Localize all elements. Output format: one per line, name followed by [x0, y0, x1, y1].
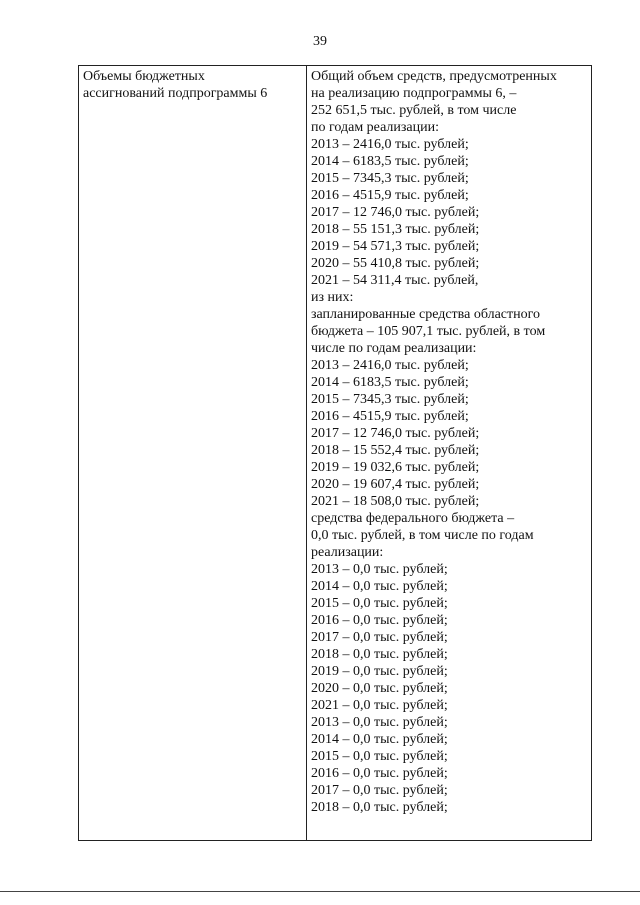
footer-divider: [0, 891, 640, 892]
funding-line: 2016 – 0,0 тыс. рублей;: [311, 613, 448, 628]
funding-line: 0,0 тыс. рублей, в том числе по годам: [311, 528, 534, 543]
funding-line: 2019 – 19 032,6 тыс. рублей;: [311, 460, 480, 475]
funding-line: 2021 – 18 508,0 тыс. рублей;: [311, 494, 480, 509]
funding-line: бюджета – 105 907,1 тыс. рублей, в том: [311, 324, 546, 339]
funding-line: числе по годам реализации:: [311, 341, 477, 356]
funding-line: 2017 – 12 746,0 тыс. рублей;: [311, 205, 480, 220]
funding-details-cell: [307, 66, 592, 841]
funding-line: 2016 – 4515,9 тыс. рублей;: [311, 188, 469, 203]
funding-line: 2017 – 12 746,0 тыс. рублей;: [311, 426, 480, 441]
funding-line: 2015 – 0,0 тыс. рублей;: [311, 596, 448, 611]
funding-line: 2020 – 19 607,4 тыс. рублей;: [311, 477, 480, 492]
funding-line: 2013 – 0,0 тыс. рублей;: [311, 562, 448, 577]
funding-line: средства федерального бюджета –: [311, 511, 515, 526]
funding-line: запланированные средства областного: [311, 307, 541, 322]
subprogram-label-line: Объемы бюджетных: [83, 69, 205, 84]
subprogram-label-line: ассигнований подпрограммы 6: [83, 86, 268, 101]
funding-line: по годам реализации:: [311, 120, 439, 135]
funding-line: 2015 – 7345,3 тыс. рублей;: [311, 392, 469, 407]
table-row: [79, 66, 592, 841]
funding-line: 2015 – 0,0 тыс. рублей;: [311, 749, 448, 764]
page-number: 39: [313, 34, 327, 49]
budget-allocation-table: [78, 65, 592, 841]
funding-line: 2015 – 7345,3 тыс. рублей;: [311, 171, 469, 186]
funding-line: 2019 – 54 571,3 тыс. рублей;: [311, 239, 480, 254]
funding-line: 2020 – 0,0 тыс. рублей;: [311, 681, 448, 696]
funding-line: 2014 – 0,0 тыс. рублей;: [311, 579, 448, 594]
funding-line: 2021 – 0,0 тыс. рублей;: [311, 698, 448, 713]
funding-line: 2018 – 55 151,3 тыс. рублей;: [311, 222, 480, 237]
funding-line: 2020 – 55 410,8 тыс. рублей;: [311, 256, 480, 271]
funding-line: 2018 – 15 552,4 тыс. рублей;: [311, 443, 480, 458]
funding-line: 2019 – 0,0 тыс. рублей;: [311, 664, 448, 679]
funding-line: 2017 – 0,0 тыс. рублей;: [311, 783, 448, 798]
funding-line: реализации:: [311, 545, 384, 560]
funding-line: 2021 – 54 311,4 тыс. рублей,: [311, 273, 479, 288]
funding-line: 252 651,5 тыс. рублей, в том числе: [311, 103, 517, 118]
funding-line: Общий объем средств, предусмотренных: [311, 69, 557, 84]
funding-line: 2016 – 0,0 тыс. рублей;: [311, 766, 448, 781]
funding-line: 2018 – 0,0 тыс. рублей;: [311, 647, 448, 662]
funding-line: 2013 – 2416,0 тыс. рублей;: [311, 358, 469, 373]
subprogram-label-cell: [79, 66, 307, 841]
funding-line: 2014 – 6183,5 тыс. рублей;: [311, 375, 469, 390]
funding-line: 2014 – 6183,5 тыс. рублей;: [311, 154, 469, 169]
funding-line: 2013 – 2416,0 тыс. рублей;: [311, 137, 469, 152]
funding-line: 2017 – 0,0 тыс. рублей;: [311, 630, 448, 645]
funding-line: 2016 – 4515,9 тыс. рублей;: [311, 409, 469, 424]
funding-line: на реализацию подпрограммы 6, –: [311, 86, 517, 101]
funding-line: из них:: [311, 290, 354, 305]
funding-line: 2013 – 0,0 тыс. рублей;: [311, 715, 448, 730]
funding-line: 2018 – 0,0 тыс. рублей;: [311, 800, 448, 815]
funding-line: 2014 – 0,0 тыс. рублей;: [311, 732, 448, 747]
